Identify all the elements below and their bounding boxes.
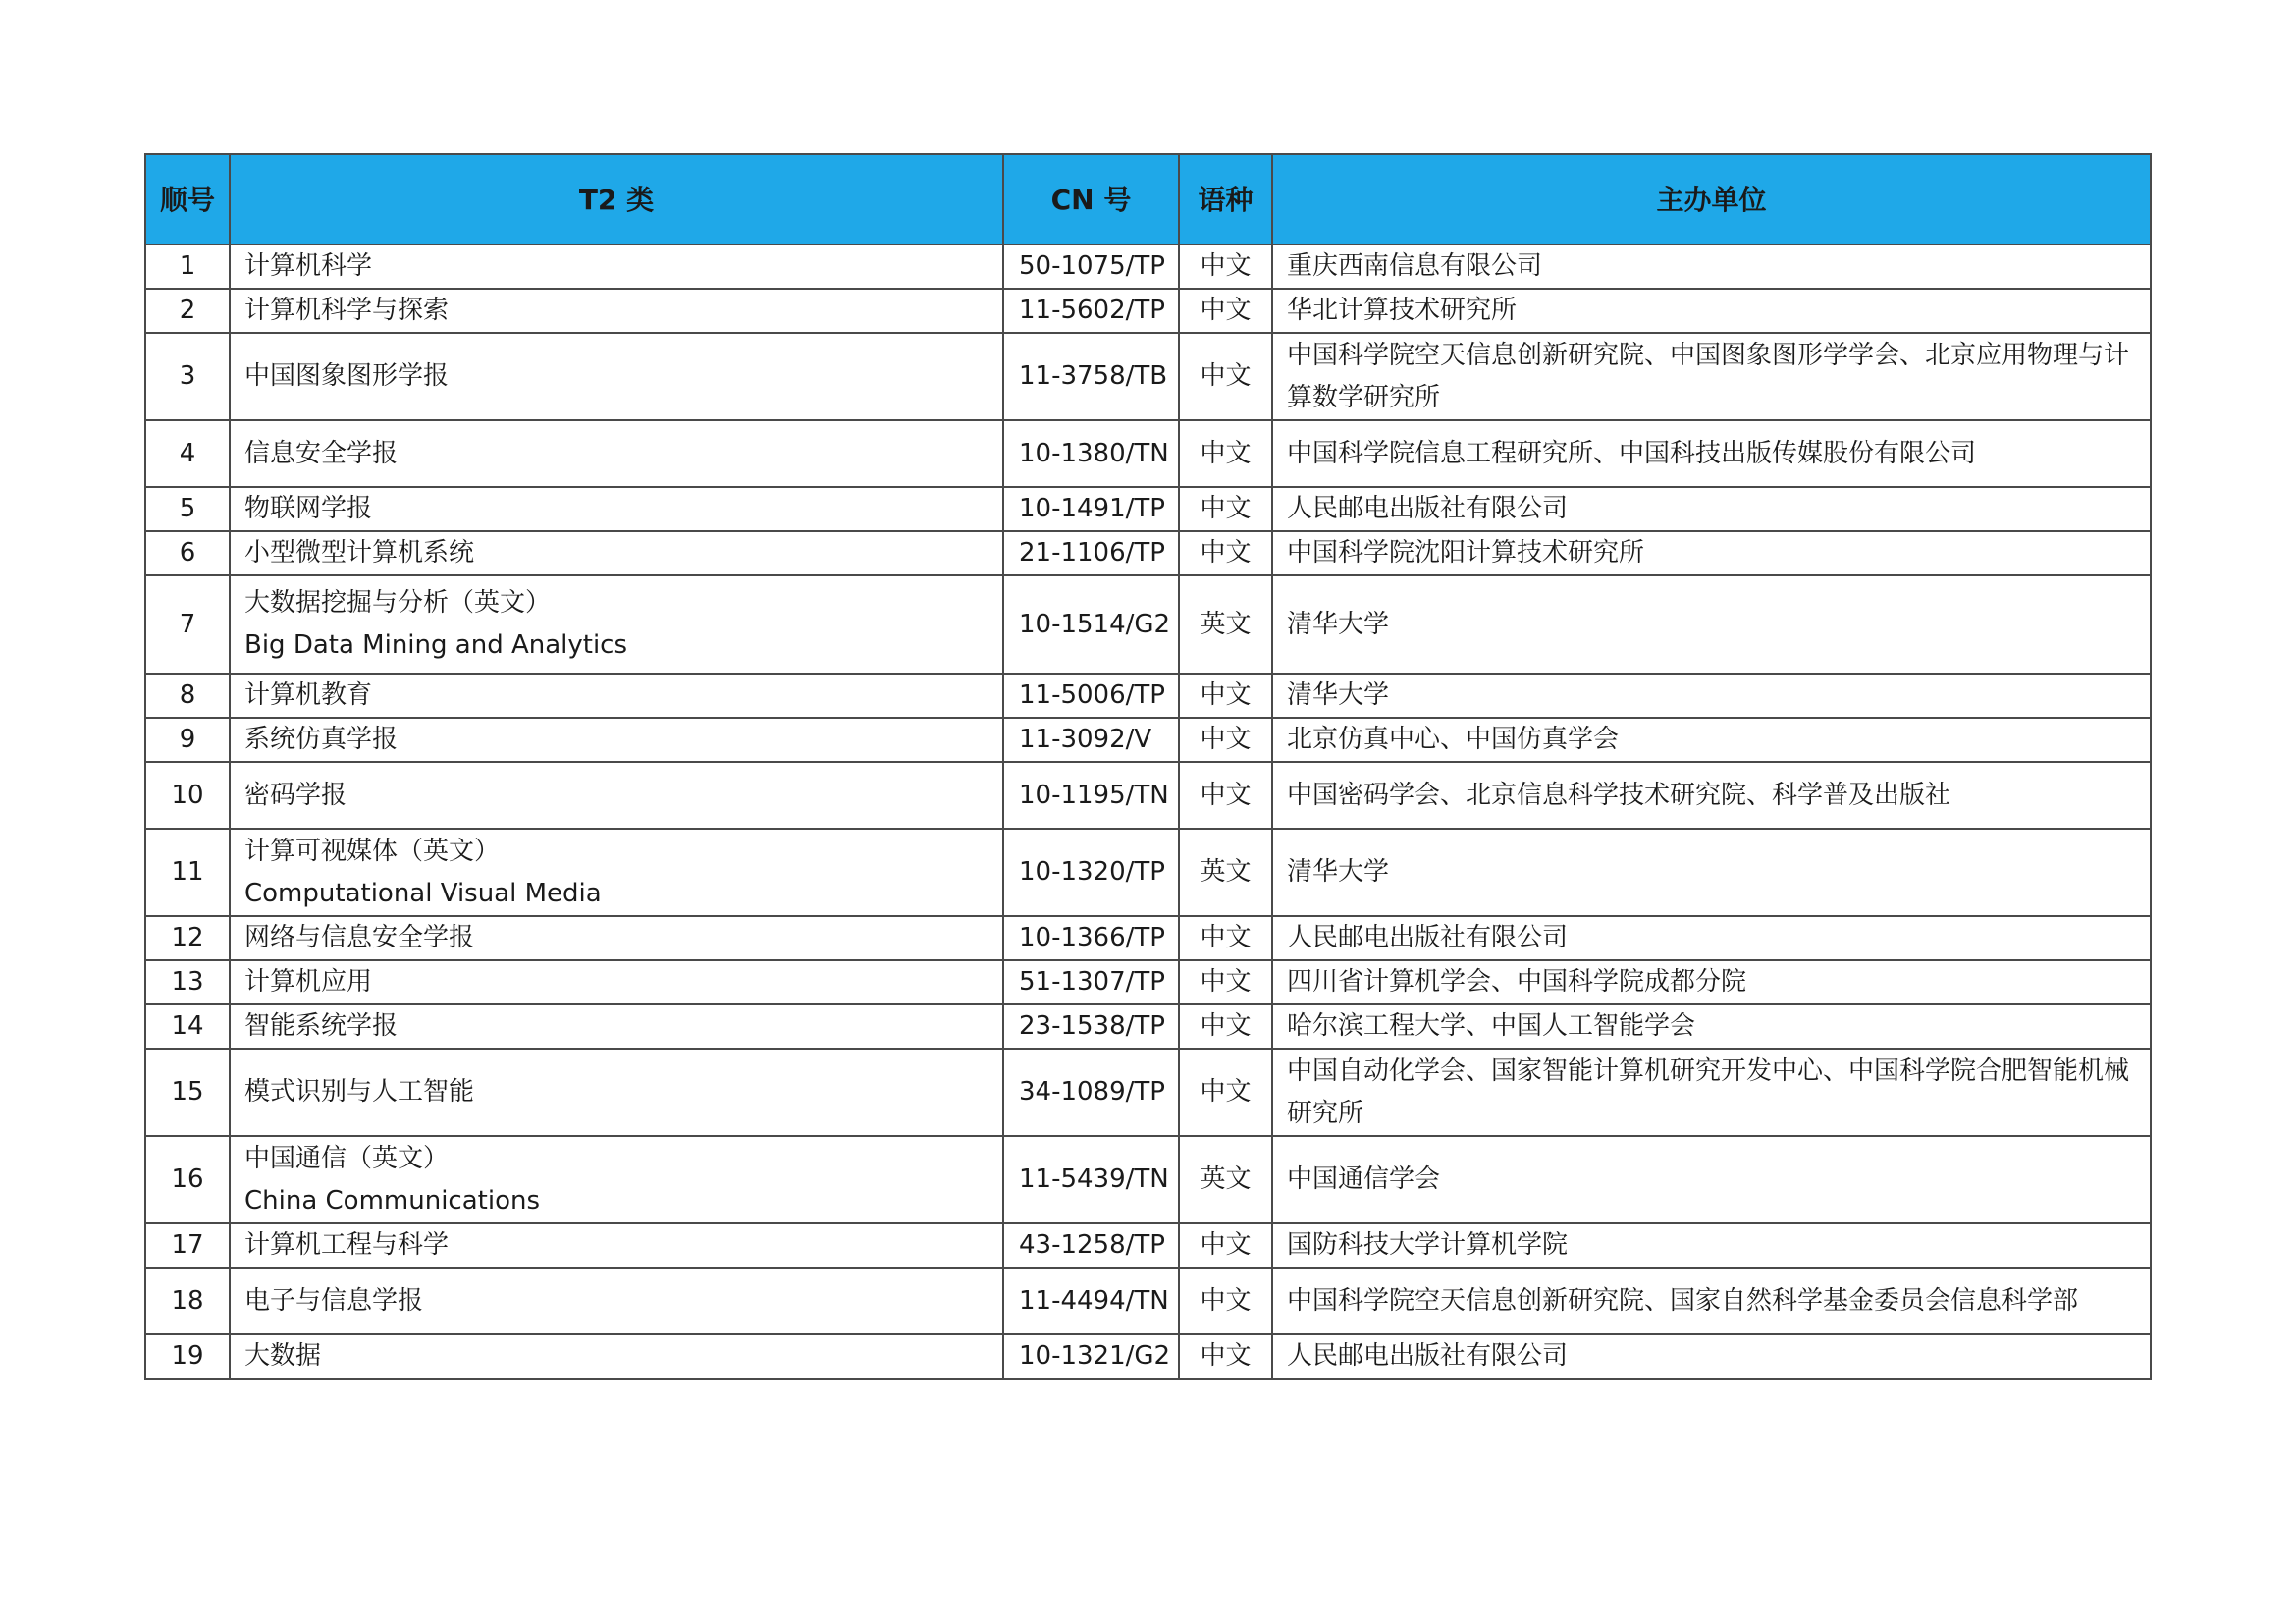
cn-number: 10-1491/TP: [1003, 487, 1179, 531]
table-row: [145, 531, 2151, 575]
journal-title: 计算可视媒体（英文）: [244, 836, 501, 866]
journal-title-cell: [230, 575, 1003, 674]
sponsor: 清华大学: [1272, 829, 2151, 916]
language: 英文: [1179, 575, 1272, 674]
journal-title: 密码学报: [230, 762, 1003, 829]
cn-number: 21-1106/TP: [1003, 531, 1179, 575]
table-row: [145, 1004, 2151, 1049]
cn-number: 11-5006/TP: [1003, 674, 1179, 718]
row-number: 13: [145, 960, 230, 1004]
journal-title: 系统仿真学报: [230, 718, 1003, 762]
journal-title-english: China Communications: [244, 1185, 541, 1216]
row-number: 19: [145, 1334, 230, 1379]
language: 中文: [1179, 960, 1272, 1004]
journal-title: 计算机科学: [230, 244, 1003, 289]
language: 中文: [1179, 1334, 1272, 1379]
table-row: [145, 1268, 2151, 1334]
language: 中文: [1179, 487, 1272, 531]
row-number: 18: [145, 1268, 230, 1334]
row-number: 17: [145, 1223, 230, 1268]
language: 中文: [1179, 531, 1272, 575]
table-row: [145, 1223, 2151, 1268]
language: 英文: [1179, 829, 1272, 916]
row-number: 11: [145, 829, 230, 916]
language: 中文: [1179, 762, 1272, 829]
table-row: [145, 333, 2151, 420]
journal-title-english: Computational Visual Media: [244, 878, 602, 908]
sponsor: 北京仿真中心、中国仿真学会: [1272, 718, 2151, 762]
table-row: [145, 244, 2151, 289]
table-row: [145, 487, 2151, 531]
language: 中文: [1179, 420, 1272, 487]
cn-number: 10-1195/TN: [1003, 762, 1179, 829]
row-number: 8: [145, 674, 230, 718]
journal-title: 电子与信息学报: [230, 1268, 1003, 1334]
table-row: [145, 960, 2151, 1004]
language: 中文: [1179, 333, 1272, 420]
journal-title: 计算机应用: [230, 960, 1003, 1004]
row-number: 3: [145, 333, 230, 420]
journal-title: 信息安全学报: [230, 420, 1003, 487]
journal-title: 智能系统学报: [230, 1004, 1003, 1049]
journal-title-english: Big Data Mining and Analytics: [244, 630, 628, 660]
cn-number: 51-1307/TP: [1003, 960, 1179, 1004]
language: 中文: [1179, 1268, 1272, 1334]
row-number: 9: [145, 718, 230, 762]
journal-title: 模式识别与人工智能: [230, 1049, 1003, 1136]
language: 中文: [1179, 1223, 1272, 1268]
language: 中文: [1179, 674, 1272, 718]
cn-number: 10-1320/TP: [1003, 829, 1179, 916]
language: 中文: [1179, 289, 1272, 333]
journal-title: 小型微型计算机系统: [230, 531, 1003, 575]
header-lang: 语种: [1179, 154, 1272, 244]
journal-title: 计算机工程与科学: [230, 1223, 1003, 1268]
row-number: 16: [145, 1136, 230, 1223]
table-row: [145, 762, 2151, 829]
journal-title: 计算机科学与探索: [230, 289, 1003, 333]
row-number: 15: [145, 1049, 230, 1136]
table-row: [145, 1136, 2151, 1223]
cn-number: 50-1075/TP: [1003, 244, 1179, 289]
journal-title: 大数据挖掘与分析（英文）: [244, 588, 552, 618]
sponsor: 人民邮电出版社有限公司: [1272, 1334, 2151, 1379]
table-row: [145, 289, 2151, 333]
sponsor: 重庆西南信息有限公司: [1272, 244, 2151, 289]
language: 中文: [1179, 1004, 1272, 1049]
header-cn: CN 号: [1003, 154, 1179, 244]
table-row: [145, 674, 2151, 718]
header-sponsor: 主办单位: [1272, 154, 2151, 244]
table-row: [145, 1049, 2151, 1136]
journal-title: 网络与信息安全学报: [230, 916, 1003, 960]
sponsor: 中国通信学会: [1272, 1136, 2151, 1223]
table-row: [145, 1334, 2151, 1379]
cn-number: 10-1321/G2: [1003, 1334, 1179, 1379]
row-number: 6: [145, 531, 230, 575]
cn-number: 10-1366/TP: [1003, 916, 1179, 960]
sponsor: 国防科技大学计算机学院: [1272, 1223, 2151, 1268]
journal-title: 中国图象图形学报: [230, 333, 1003, 420]
sponsor: 人民邮电出版社有限公司: [1272, 916, 2151, 960]
sponsor: 中国自动化学会、国家智能计算机研究开发中心、中国科学院合肥智能机械研究所: [1272, 1049, 2151, 1136]
journal-title: 大数据: [230, 1334, 1003, 1379]
language: 英文: [1179, 1136, 1272, 1223]
sponsor: 华北计算技术研究所: [1272, 289, 2151, 333]
cn-number: 11-5602/TP: [1003, 289, 1179, 333]
cn-number: 11-3758/TB: [1003, 333, 1179, 420]
row-number: 5: [145, 487, 230, 531]
sponsor: 清华大学: [1272, 575, 2151, 674]
sponsor: 中国科学院信息工程研究所、中国科技出版传媒股份有限公司: [1272, 420, 2151, 487]
sponsor: 人民邮电出版社有限公司: [1272, 487, 2151, 531]
journal-title: 中国通信（英文）: [244, 1143, 450, 1173]
row-number: 7: [145, 575, 230, 674]
table-row: [145, 718, 2151, 762]
journal-table: [144, 153, 2152, 1380]
language: 中文: [1179, 1049, 1272, 1136]
cn-number: 10-1380/TN: [1003, 420, 1179, 487]
cn-number: 34-1089/TP: [1003, 1049, 1179, 1136]
cn-number: 11-4494/TN: [1003, 1268, 1179, 1334]
sponsor: 中国密码学会、北京信息科学技术研究院、科学普及出版社: [1272, 762, 2151, 829]
journal-title: 计算机教育: [230, 674, 1003, 718]
row-number: 10: [145, 762, 230, 829]
sponsor: 清华大学: [1272, 674, 2151, 718]
row-number: 4: [145, 420, 230, 487]
journal-title-cell: [230, 1136, 1003, 1223]
journal-title-cell: [230, 829, 1003, 916]
sponsor: 中国科学院空天信息创新研究院、中国图象图形学学会、北京应用物理与计算数学研究所: [1272, 333, 2151, 420]
table-row: [145, 420, 2151, 487]
sponsor: 四川省计算机学会、中国科学院成都分院: [1272, 960, 2151, 1004]
sponsor: 哈尔滨工程大学、中国人工智能学会: [1272, 1004, 2151, 1049]
row-number: 2: [145, 289, 230, 333]
table-row: [145, 575, 2151, 674]
cn-number: 11-3092/V: [1003, 718, 1179, 762]
sponsor: 中国科学院沈阳计算技术研究所: [1272, 531, 2151, 575]
journal-title: 物联网学报: [230, 487, 1003, 531]
cn-number: 11-5439/TN: [1003, 1136, 1179, 1223]
sponsor: 中国科学院空天信息创新研究院、国家自然科学基金委员会信息科学部: [1272, 1268, 2151, 1334]
cn-number: 43-1258/TP: [1003, 1223, 1179, 1268]
language: 中文: [1179, 718, 1272, 762]
row-number: 14: [145, 1004, 230, 1049]
language: 中文: [1179, 244, 1272, 289]
table-row: [145, 916, 2151, 960]
header-title: T2 类: [230, 154, 1003, 244]
table-row: [145, 829, 2151, 916]
language: 中文: [1179, 916, 1272, 960]
header-no: 顺号: [145, 154, 230, 244]
row-number: 12: [145, 916, 230, 960]
cn-number: 23-1538/TP: [1003, 1004, 1179, 1049]
row-number: 1: [145, 244, 230, 289]
table-header-row: [145, 154, 2151, 244]
cn-number: 10-1514/G2: [1003, 575, 1179, 674]
